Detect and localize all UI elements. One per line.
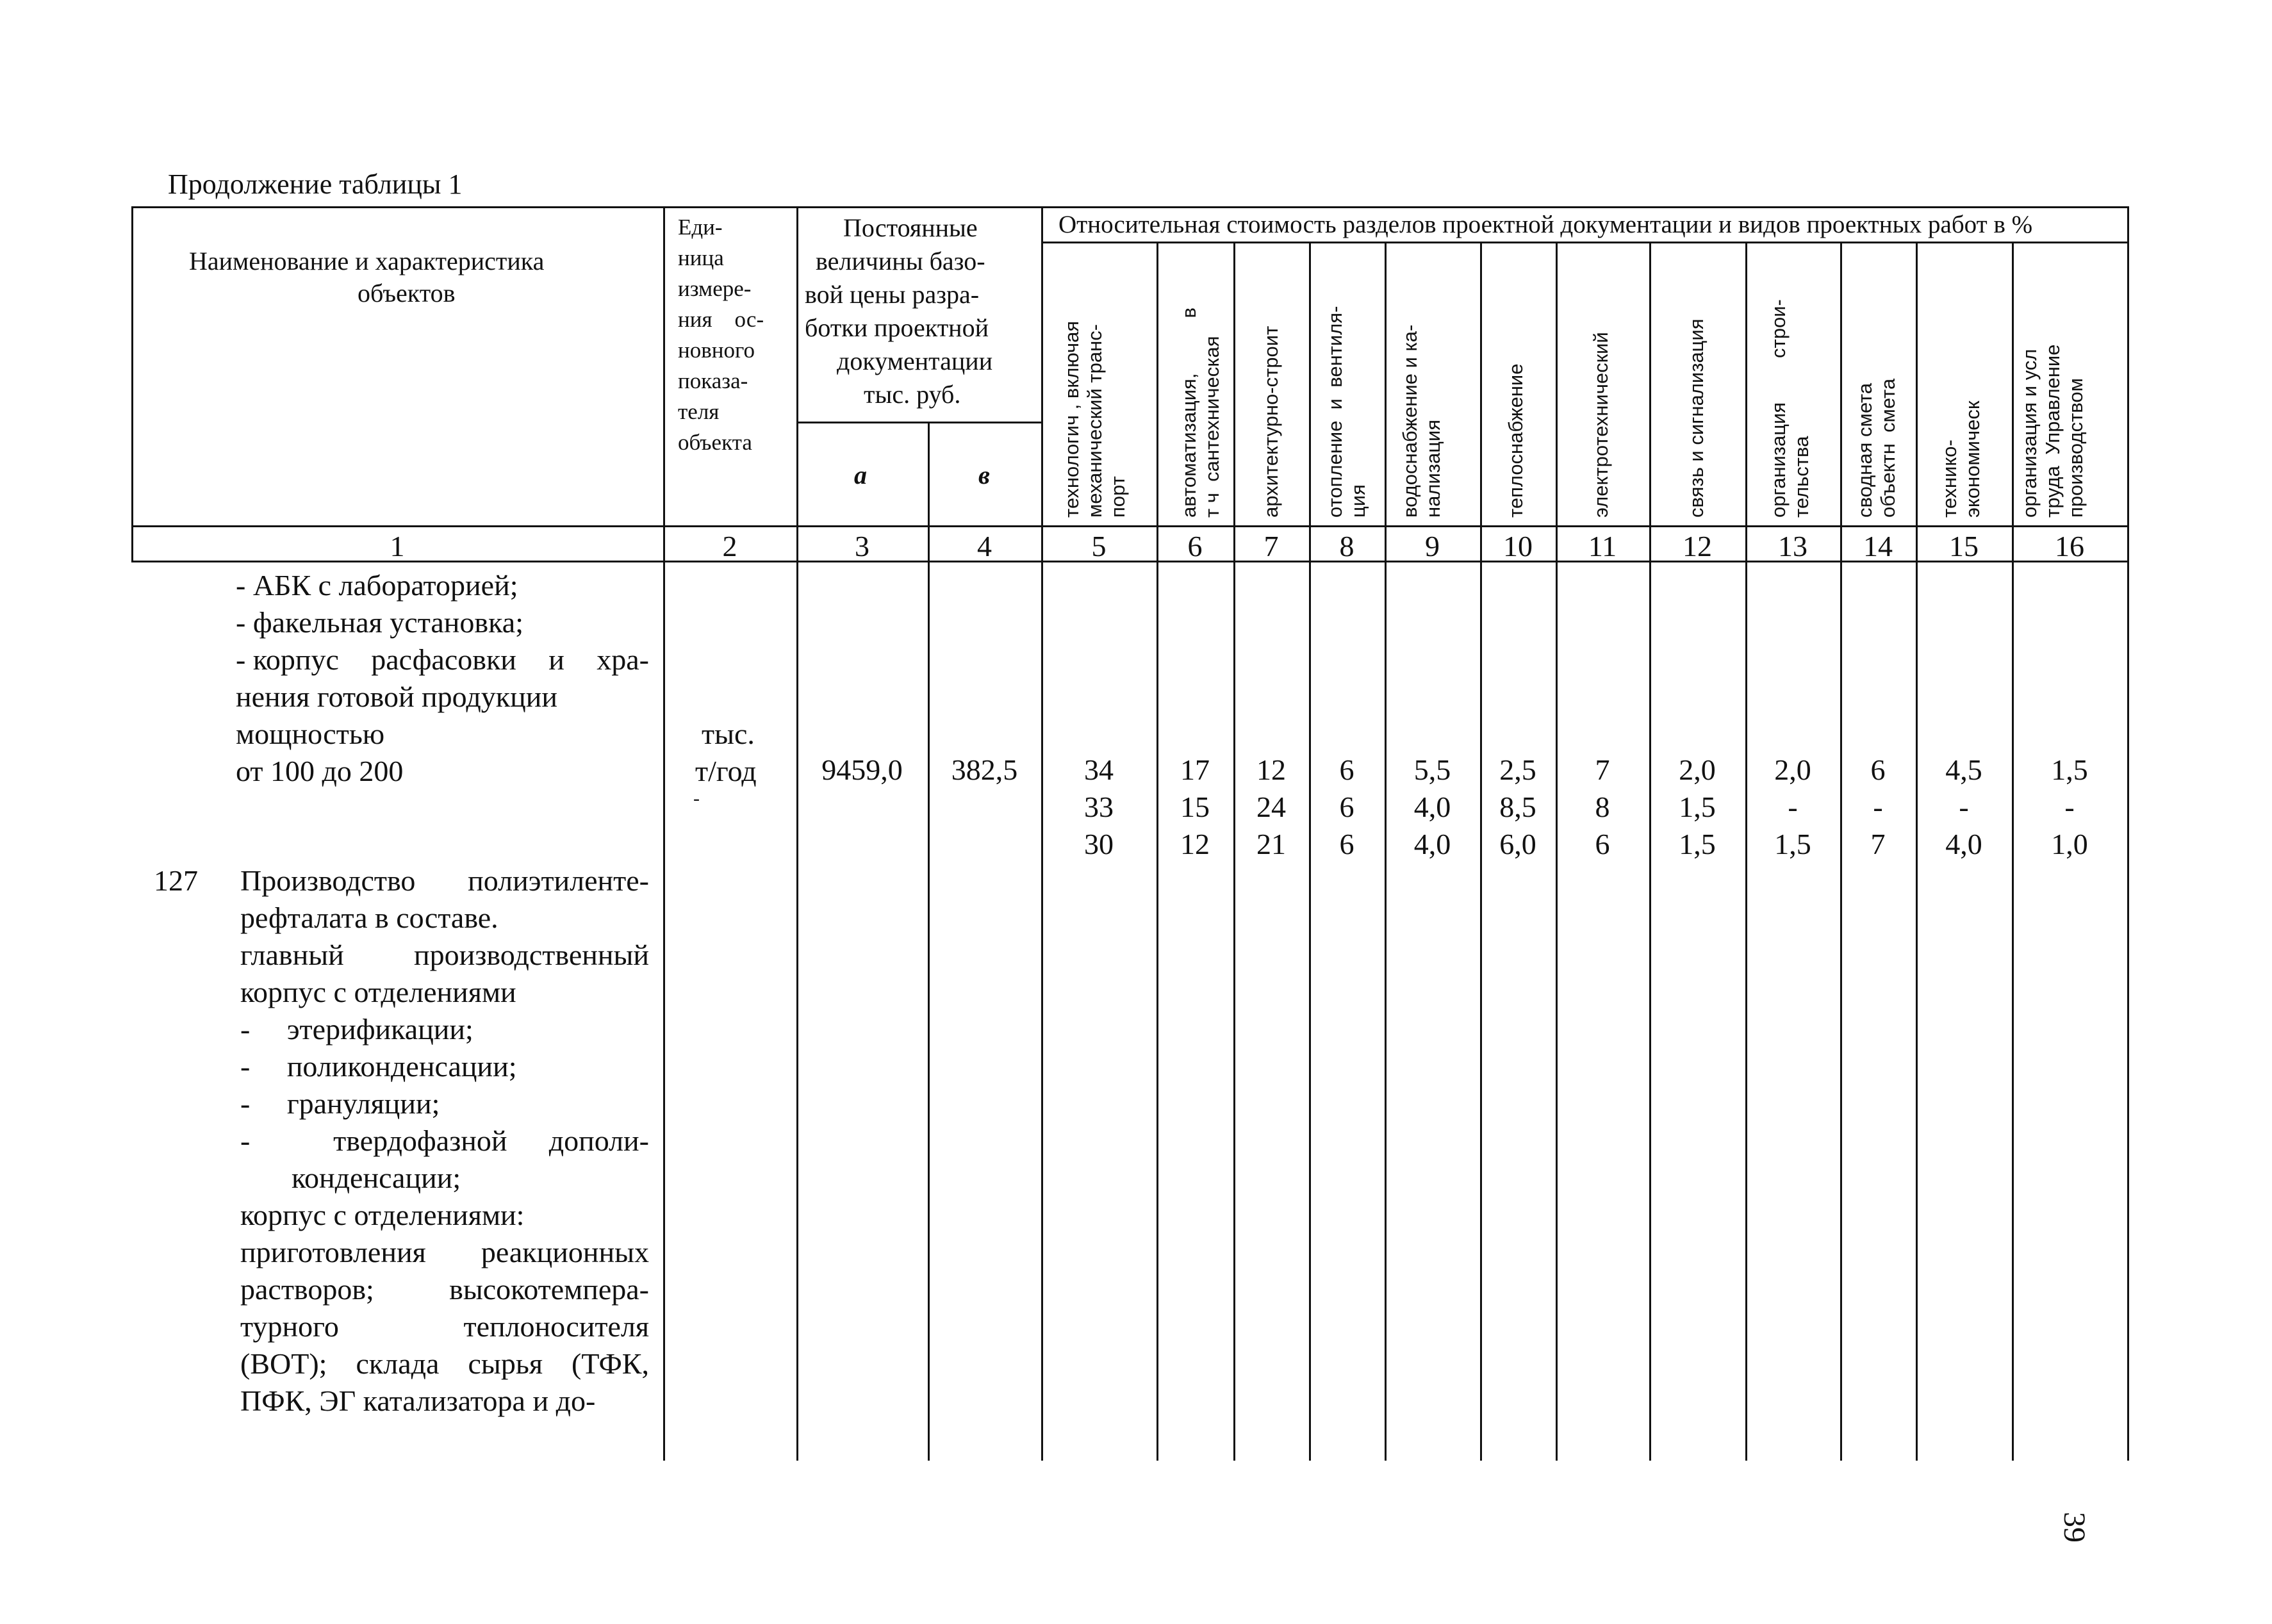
relative-title-rule [1041,242,2128,243]
table-cell: 33 [1084,791,1114,823]
col-number-13: 13 [1778,530,1807,562]
col-number-10: 10 [1503,530,1533,562]
table-cell: 1,5 [2051,753,2088,786]
block1-unit-line-2: т/год [695,755,757,787]
table-cell: 5,5 [1413,753,1451,786]
block2-line-9: конденсации; [292,1161,461,1194]
col-divider-1 [663,206,665,1461]
table-caption: Продолжение таблицы 1 [168,168,463,200]
block1-value-a: 9459,0 [821,753,903,786]
table-cell: 1,0 [2051,828,2088,860]
block2-line-10: корпус с отделениями: [240,1199,525,1231]
col-divider-3 [928,422,930,1461]
table-cell: 4,5 [1945,753,1982,786]
col-number-6: 6 [1187,530,1203,562]
block1-line-2: - факельная установка; [236,606,523,639]
table-cell: 6,0 [1499,828,1536,860]
block2-line-12: растворов; высокотемпера- [240,1273,649,1306]
block1-justified-line: - корпус расфасовки и хра- [236,643,649,676]
table-cell: 15 [1180,791,1210,823]
header-bottom-rule [131,525,2128,527]
table-top-border [131,206,2128,208]
table-cell: 1,5 [1774,828,1811,860]
block2-line-7: - грануляции; [240,1087,440,1120]
section-header-6: автоматизация, в т ч сантехническая [1178,307,1223,518]
header-const-a: а [854,461,867,489]
block2-item-number: 127 [154,864,198,897]
block1-value-v: 382,5 [951,753,1018,786]
section-header-7: архитектурно-строит [1260,325,1282,518]
section-header-9: водоснабжение и ка- нализация [1399,324,1444,518]
table-cell: 6 [1870,753,1886,786]
table-cell: 8,5 [1499,791,1536,823]
header-const-line-4: ботки проектной [805,313,989,342]
block1-unit-line-1: тыс. [702,718,755,750]
col-number-15: 15 [1949,530,1979,562]
const-subheader-rule [796,422,1041,423]
block2-line-14: (ВОТ); склада сырья (ТФК, [240,1347,649,1380]
table-cell: 12 [1180,828,1210,860]
table-cell: 8 [1595,791,1610,823]
table-cell: 6 [1595,828,1610,860]
col-number-4: 4 [977,530,992,562]
header-relative-title: Относительная стоимость разделов проектной документации и видов проектных работ в % [1058,211,2033,238]
section-header-11: электротехнический [1590,332,1612,518]
block1-line-6: от 100 до 200 [236,755,404,787]
col-number-8: 8 [1339,530,1354,562]
table-left-border [131,206,133,562]
header-unit-line-6: показа- [678,368,748,393]
block2-line-15: ПФК, ЭГ катализатора и до- [240,1384,596,1417]
table-cell: 7 [1870,828,1886,860]
table-cell: - [1788,791,1798,823]
col-number-7: 7 [1264,530,1279,562]
table-cell: 4,0 [1945,828,1982,860]
header-const-line-6: тыс. руб. [864,380,961,409]
block2-line-13: турного теплоносителя [240,1310,649,1343]
header-unit-line-8: объекта [678,430,752,455]
header-unit-line-4: ния ос- [678,307,764,332]
table-cell: 6 [1339,791,1354,823]
section-header-12: связь и сигнализация [1685,318,1708,518]
section-header-14: сводная смета объектн смета [1854,378,1899,518]
col-number-1: 1 [390,530,405,562]
table-cell: 2,5 [1499,753,1536,786]
header-unit-line-3: измере- [678,276,752,301]
header-unit-line-1: Еди- [678,215,723,240]
table-cell: 2,0 [1679,753,1716,786]
table-cell: 4,0 [1413,791,1451,823]
table-cell: 4,0 [1413,828,1451,860]
block2-line-4: корпус с отделениями [240,976,516,1008]
table-cell: 7 [1595,753,1610,786]
table-cell: 12 [1256,753,1286,786]
col-number-14: 14 [1863,530,1893,562]
block2-line-6: - поликонденсации; [240,1050,517,1083]
block1-line-5: мощностью [236,718,385,750]
header-const-line-3: вой цены разра- [805,280,980,309]
header-name-line-2: объектов [358,279,456,308]
block2-line-11: приготовления реакционных [240,1236,649,1268]
block1-unit-mark: - [693,788,700,809]
table-cell: - [2064,791,2075,823]
header-unit-line-7: теля [678,399,720,424]
header-const-v: в [978,461,990,489]
col-number-12: 12 [1683,530,1712,562]
block2-line-2: рефталата в составе. [240,901,498,934]
col-number-11: 11 [1588,530,1617,562]
table-cell: 1,5 [1679,791,1716,823]
table-cell: 6 [1339,828,1354,860]
block1-line-4: нения готовой продукции [236,680,557,713]
header-name-line-1: Наименование и характеристика [189,247,545,275]
block2-line-5: - этерификации; [240,1013,473,1046]
section-header-15: технико- экономическ [1938,400,1984,518]
section-header-8: отопление и вентиля- ция [1324,306,1369,518]
col-number-3: 3 [855,530,869,562]
block2-line-1: Производство полиэтиленте- [240,864,649,897]
table-cell: 17 [1180,753,1210,786]
table-cell: 34 [1084,753,1114,786]
header-unit-line-2: ница [678,245,724,270]
header-const-line-2: величины базо- [816,247,985,275]
block2-line-8: - твердофазной дополи- [240,1124,649,1157]
col-number-16: 16 [2055,530,2084,562]
col-number-9: 9 [1425,530,1440,562]
table-cell: 1,5 [1679,828,1716,860]
table-cell: - [1959,791,1969,823]
header-const-line-5: документации [837,347,993,375]
header-const-line-1: Постоянные [843,213,978,242]
table-cell: 21 [1256,828,1286,860]
block1-line-1: - АБК с лабораторией; [236,569,518,602]
col-divider-2 [796,206,798,1461]
section-header-16: организация и усл труда Управление производством [2018,344,2087,518]
col-number-5: 5 [1091,530,1107,562]
header-unit-line-5: новного [678,338,755,363]
section-header-13: организация строи- тельства [1767,299,1813,518]
table-cell: 24 [1256,791,1286,823]
table-right-border [2127,206,2129,1461]
section-header-10: теплоснабжение [1504,363,1527,518]
table-cell: - [1873,791,1883,823]
table-cell: 6 [1339,753,1354,786]
block2-line-3: главный производственный [240,939,649,971]
table-cell: 2,0 [1774,753,1811,786]
section-header-5: технологич , включая механический транс- порт [1060,320,1129,518]
table-cell: 30 [1084,828,1114,860]
col-number-2: 2 [722,530,737,562]
page-number: 39 [2057,1512,2091,1543]
